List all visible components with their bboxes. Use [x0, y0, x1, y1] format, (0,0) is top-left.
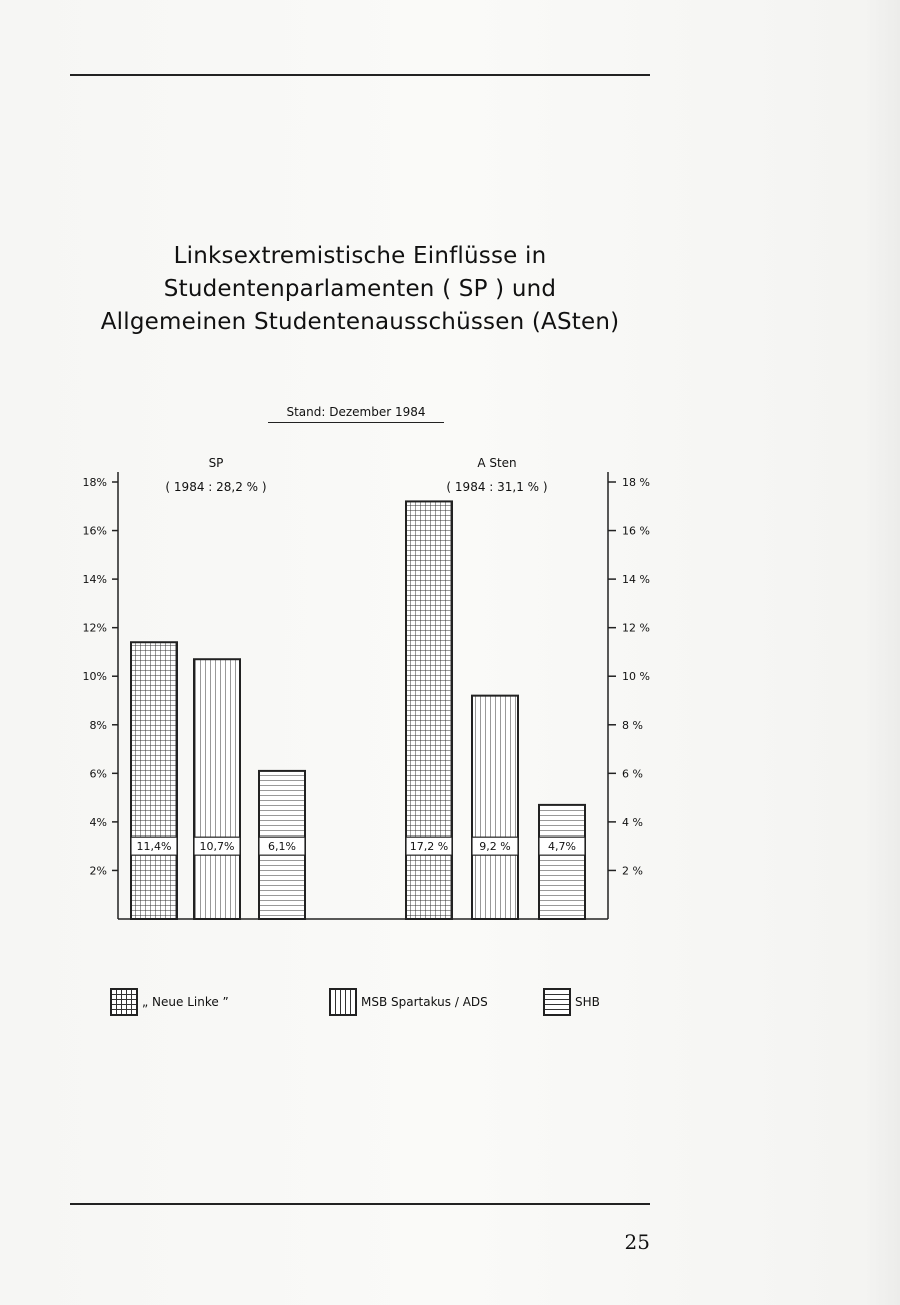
data-label: 17,2 %	[409, 840, 449, 854]
page-number: 25	[624, 1230, 650, 1254]
data-label: 4,7%	[548, 840, 576, 854]
y-tick-label-right: 2 %	[622, 864, 643, 878]
bar	[131, 642, 177, 919]
bar	[406, 501, 452, 919]
bottom-rule	[70, 1203, 650, 1205]
top-rule	[70, 74, 650, 76]
title-line-2: Studentenparlamenten ( SP ) und	[163, 276, 557, 302]
chart-subtitle: Stand: Dezember 1984	[268, 405, 444, 423]
y-tick-label-left: 2%	[89, 864, 107, 878]
y-tick-label-right: 10 %	[622, 670, 650, 684]
group-label: A Sten	[477, 456, 517, 470]
data-label: 11,4%	[136, 840, 172, 854]
legend-swatch-horizontal	[543, 988, 571, 1016]
title-line-3: Allgemeinen Studentenausschüssen (ASten)	[100, 309, 620, 335]
legend-item-neue-linke	[110, 988, 229, 1016]
legend-item-shb	[543, 988, 600, 1016]
y-tick-label-left: 14%	[82, 573, 107, 587]
legend-label: SHB	[575, 995, 600, 1009]
data-label: 6,1%	[268, 840, 296, 854]
chart-title	[0, 240, 720, 339]
title-line-1: Linksextremistische Einflüsse in	[173, 243, 547, 269]
y-tick-label-left: 16%	[82, 524, 107, 538]
y-tick-label-right: 8 %	[622, 718, 643, 732]
y-tick-label-right: 18 %	[622, 476, 650, 489]
bar-chart	[0, 440, 900, 940]
legend-swatch-grid	[110, 988, 138, 1016]
y-tick-label-left: 6%	[89, 767, 107, 781]
legend-label: MSB Spartakus / ADS	[361, 995, 488, 1009]
y-tick-label-right: 16 %	[622, 524, 650, 538]
legend-label: „ Neue Linke ”	[142, 995, 229, 1009]
y-tick-label-left: 18%	[82, 476, 107, 489]
y-tick-label-left: 4%	[89, 815, 107, 829]
y-tick-label-left: 12%	[82, 621, 107, 635]
y-tick-label-right: 6 %	[622, 767, 643, 781]
group-note: ( 1984 : 28,2 % )	[165, 480, 267, 494]
y-tick-label-right: 4 %	[622, 815, 643, 829]
group-label: SP	[208, 456, 224, 470]
chart-legend	[0, 988, 900, 1028]
bar	[539, 805, 585, 919]
group-note: ( 1984 : 31,1 % )	[446, 480, 548, 494]
data-label: 10,7%	[199, 840, 235, 854]
y-tick-label-right: 14 %	[622, 573, 650, 587]
legend-swatch-vertical	[329, 988, 357, 1016]
y-tick-label-left: 10%	[82, 670, 107, 684]
data-label: 9,2 %	[479, 840, 511, 854]
y-tick-label-right: 12 %	[622, 621, 650, 635]
bar	[472, 696, 518, 919]
legend-item-msb-spartakus	[329, 988, 488, 1016]
bar	[194, 659, 240, 919]
y-tick-label-left: 8%	[89, 718, 107, 732]
